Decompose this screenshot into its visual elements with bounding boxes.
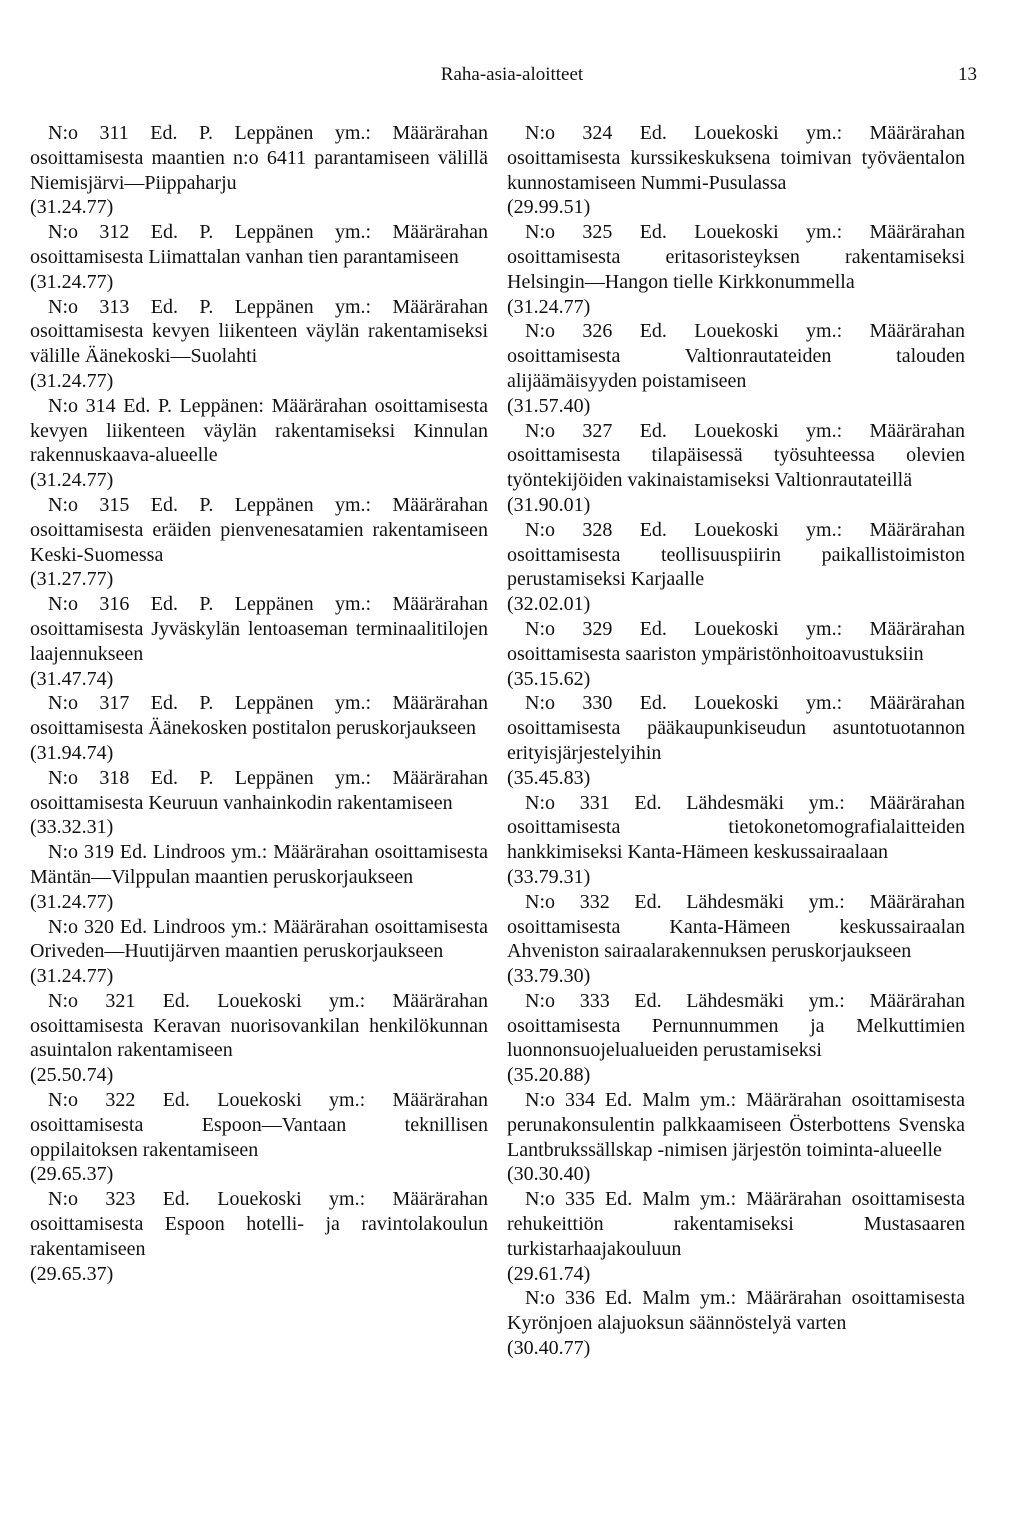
budget-code: (31.24.77) [30,369,114,392]
budget-code: (30.30.40) [507,1163,591,1186]
budget-code: (31.24.77) [30,196,114,219]
budget-code: (31.94.74) [30,741,114,764]
budget-code: (31.24.77) [30,270,114,293]
budget-code: (31.47.74) [30,667,114,690]
entry-text: N:o 328 Ed. Louekoski ym.: Määrärahan osoittamisesta teollisuuspiirin paikallistoimiston perustamiseksi Karjaalle [507,518,965,591]
budget-code: (29.99.51) [507,196,591,219]
entry-text: N:o 329 Ed. Louekoski ym.: Määrärahan osoittamisesta saariston ympäristönhoitoavustuksiin [507,617,965,665]
budget-code: (25.50.74) [30,1064,114,1087]
entry-336 [507,1286,965,1360]
entry-325 [507,220,965,319]
entry-329 [507,617,965,691]
entry-text: N:o 313 Ed. P. Leppänen ym.: Määrärahan osoittamisesta kevyen liikenteen väylän rakentamiseksi välille Äänekoski—Suolahti [30,295,488,368]
entry-326 [507,319,965,418]
budget-code: (31.27.77) [30,568,114,591]
budget-code: (29.61.74) [507,1262,591,1285]
entry-320 [30,915,488,989]
entry-text: N:o 327 Ed. Louekoski ym.: Määrärahan osoittamisesta tilapäisessä työsuhteessa olevien työntekijöiden vakinaistamiseksi Valtionrautateillä [507,419,965,492]
entry-322 [30,1088,488,1187]
budget-code: (31.24.77) [30,965,114,988]
entry-328 [507,518,965,617]
entry-text: N:o 323 Ed. Louekoski ym.: Määrärahan osoittamisesta Espoon hotelli- ja ravintolakoulun rakentamiseen [30,1188,488,1260]
running-head: Raha-asia-aloitteet [440,64,584,85]
budget-code: (31.90.01) [507,493,591,516]
entry-321 [30,989,488,1088]
budget-code: (29.65.37) [30,1262,114,1285]
entry-text: N:o 330 Ed. Louekoski ym.: Määrärahan osoittamisesta pääkaupunkiseudun asuntotuotannon erityisjärjestelyihin [507,692,965,764]
budget-code: (35.15.62) [507,667,591,690]
budget-code: (31.24.77) [30,890,114,913]
entry-text: N:o 314 Ed. P. Leppänen: Määrärahan osoittamisesta kevyen liikenteen väylän rakentamiseksi Kinnulan rakennuskaava-alueelle [30,394,488,467]
page-number: 13 [958,64,977,85]
entry-331 [507,791,965,890]
entry-318 [30,766,488,840]
entry-311 [30,121,488,220]
budget-code: (32.02.01) [507,593,591,616]
budget-code: (31.57.40) [507,394,591,417]
entry-text: N:o 318 Ed. P. Leppänen ym.: Määrärahan osoittamisesta Keuruun vanhainkodin rakentamiseen [30,766,488,814]
entry-text: N:o 315 Ed. P. Leppänen ym.: Määrärahan osoittamisesta eräiden pienvenesatamien rakentamiseen Keski-Suomessa [30,493,488,566]
entry-315 [30,493,488,592]
entry-text: N:o 336 Ed. Malm ym.: Määrärahan osoittamisesta Kyrönjoen alajuoksun säännöstelyä varten [507,1287,965,1335]
right-column [507,121,965,1361]
entry-324 [507,121,965,220]
entry-text: N:o 335 Ed. Malm ym.: Määrärahan osoittamisesta rehukeittiön rakentamiseksi Mustasaaren turkistarhaajakouluun [507,1188,965,1260]
entry-text: N:o 320 Ed. Lindroos ym.: Määrärahan osoittamisesta Oriveden—Huutijärven maantien peruskorjaukseen [30,915,488,963]
entry-text: N:o 326 Ed. Louekoski ym.: Määrärahan osoittamisesta Valtionrautateiden talouden alijäämäisyyden poistamiseen [507,320,965,392]
entry-text: N:o 311 Ed. P. Leppänen ym.: Määrärahan osoittamisesta maantien n:o 6411 parantamiseen välillä Niemisjärvi—Piippaharju [30,122,488,194]
left-column [30,121,488,1286]
budget-code: (35.45.83) [507,766,591,789]
entry-319 [30,840,488,914]
entry-text: N:o 321 Ed. Louekoski ym.: Määrärahan osoittamisesta Keravan nuorisovankilan henkilökunnan asuintalon rakentamiseen [30,989,488,1062]
entry-317 [30,691,488,765]
entry-316 [30,592,488,691]
entry-text: N:o 312 Ed. P. Leppänen ym.: Määrärahan osoittamisesta Liimattalan vanhan tien parantamiseen [30,221,488,268]
entry-312 [30,220,488,294]
entry-327 [507,419,965,518]
budget-code: (35.20.88) [507,1064,591,1087]
entry-text: N:o 317 Ed. P. Leppänen ym.: Määrärahan osoittamisesta Äänekosken postitalon peruskorjaukseen [30,692,488,740]
entry-330 [507,691,965,790]
entry-text: N:o 331 Ed. Lähdesmäki ym.: Määrärahan osoittamisesta tietokonetomografialaitteiden hankkimiseksi Kanta-Hämeen keskussairaalaan [507,791,965,864]
budget-code: (30.40.77) [507,1337,591,1360]
entry-text: N:o 322 Ed. Louekoski ym.: Määrärahan osoittamisesta Espoon—Vantaan teknillisen oppilaitoksen rakentamiseen [30,1089,488,1161]
budget-code: (33.79.31) [507,865,591,888]
entry-text: N:o 316 Ed. P. Leppänen ym.: Määrärahan osoittamisesta Jyväskylän lentoaseman terminaalitilojen laajennukseen [30,593,488,665]
entry-text: N:o 324 Ed. Louekoski ym.: Määrärahan osoittamisesta kurssikeskuksena toimivan työväentalon kunnostamiseen Nummi-Pusulassa [507,122,965,194]
entry-314 [30,394,488,493]
entry-text: N:o 319 Ed. Lindroos ym.: Määrärahan osoittamisesta Mäntän—Vilppulan maantien peruskorjaukseen [30,841,488,888]
entry-323 [30,1187,488,1286]
entry-332 [507,890,965,989]
budget-code: (31.24.77) [30,469,114,492]
entry-335 [507,1187,965,1286]
entry-text: N:o 325 Ed. Louekoski ym.: Määrärahan osoittamisesta eritasoristeyksen rakentamiseksi Helsingin—Hangon tielle Kirkkonummella [507,221,965,293]
entry-text: N:o 333 Ed. Lähdesmäki ym.: Määrärahan osoittamisesta Pernunnummen ja Melkuttimien luonnonsuojelualueiden perustamiseksi [507,989,965,1062]
budget-code: (33.79.30) [507,965,591,988]
entry-333 [507,989,965,1088]
entry-text: N:o 334 Ed. Malm ym.: Määrärahan osoittamisesta perunakonsulentin palkkaamiseen Österbottens Svenska Lantbrukssällskap -nimisen järjestön toiminta-alueelle [507,1089,965,1161]
budget-code: (31.24.77) [507,295,591,318]
budget-code: (29.65.37) [30,1163,114,1186]
entry-313 [30,295,488,394]
entry-334 [507,1088,965,1187]
entry-text: N:o 332 Ed. Lähdesmäki ym.: Määrärahan osoittamisesta Kanta-Hämeen keskussairaalan Ahveniston sairaalarakennuksen peruskorjaukseen [507,890,965,963]
budget-code: (33.32.31) [30,816,114,839]
